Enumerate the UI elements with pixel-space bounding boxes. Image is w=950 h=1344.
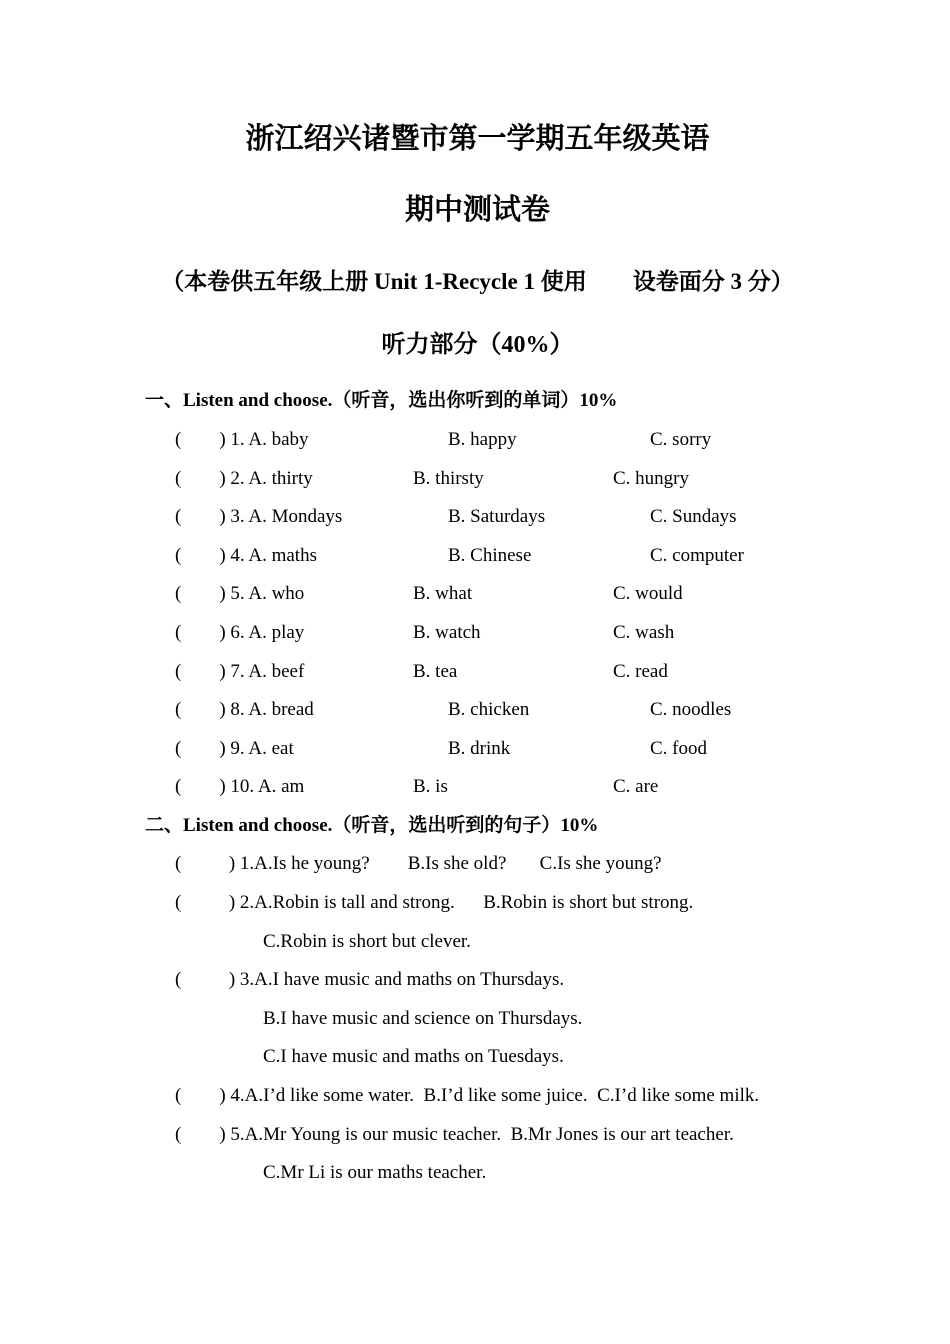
choice-row (145, 498, 810, 537)
section2-heading: 二、Listen and choose.（听音，选出听到的句子）10% (145, 814, 599, 836)
choice-row (145, 460, 810, 499)
option-c: C. sorry (650, 428, 712, 450)
option-b: B. drink (448, 737, 511, 759)
sentence-line: ( ) 5.A.Mr Young is our music teacher. B.Mr Jones is our art teacher. (175, 1123, 734, 1145)
option-b: B. Chinese (448, 544, 532, 566)
page-title: 浙江绍兴诸暨市第一学期五年级英语 (245, 123, 710, 155)
option-c: C. computer (650, 544, 744, 566)
option-a: ( ) 5. A. who (175, 583, 305, 605)
sentence-line: C.Mr Li is our maths teacher. (263, 1162, 487, 1184)
option-a: ( ) 10. A. am (175, 776, 305, 798)
option-c: C. noodles (650, 699, 732, 721)
choice-row (145, 537, 810, 576)
choice-row (145, 421, 810, 460)
sentence-line: C.Robin is short but clever. (263, 930, 471, 952)
option-b: B. is (413, 776, 448, 798)
option-c: C. read (613, 660, 668, 682)
choice-row (145, 691, 810, 730)
option-c: C. wash (613, 621, 675, 643)
choice-row (145, 730, 810, 769)
listening-part-heading: 听力部分（40%） (381, 332, 574, 359)
sentence-line: ( ) 3.A.I have music and maths on Thursdays. (175, 969, 565, 991)
sentence-line: B.I have music and science on Thursdays. (263, 1007, 583, 1029)
option-a: ( ) 8. A. bread (175, 699, 314, 721)
sentence-line: ( ) 1.A.Is he young? B.Is she old? C.Is she young? (175, 853, 662, 875)
option-a: ( ) 2. A. thirty (175, 467, 313, 489)
option-a: ( ) 7. A. beef (175, 660, 305, 682)
option-a: ( ) 1. A. baby (175, 428, 309, 450)
section1-heading: 一、Listen and choose.（听音，选出你听到的单词）10% (145, 390, 618, 412)
choice-row (145, 653, 810, 692)
choice-row (145, 575, 810, 614)
option-a: ( ) 6. A. play (175, 621, 305, 643)
option-a: ( ) 4. A. maths (175, 544, 317, 566)
option-c: C. are (613, 776, 659, 798)
option-b: B. chicken (448, 699, 530, 721)
sentence-line: C.I have music and maths on Tuesdays. (263, 1046, 564, 1068)
sentence-line: ( ) 2.A.Robin is tall and strong. B.Robin is short but strong. (175, 892, 694, 914)
option-c: C. Sundays (650, 506, 737, 528)
option-b: B. what (413, 583, 473, 605)
usage-note: （本卷供五年级上册 Unit 1-Recycle 1 使用 设卷面分 3 分） (161, 268, 794, 294)
choice-row (145, 768, 810, 807)
exam-title: 期中测试卷 (404, 193, 550, 226)
option-a: ( ) 9. A. eat (175, 737, 294, 759)
option-b: B. watch (413, 621, 481, 643)
choice-row (145, 614, 810, 653)
option-c: C. would (613, 583, 683, 605)
option-c: C. hungry (613, 467, 689, 489)
sentence-line: ( ) 4.A.I’d like some water. B.I’d like some juice. C.I’d like some milk. (175, 1085, 760, 1107)
option-b: B. happy (448, 428, 517, 450)
option-b: B. thirsty (413, 467, 484, 489)
option-b: B. tea (413, 660, 458, 682)
option-c: C. food (650, 737, 707, 759)
option-a: ( ) 3. A. Mondays (175, 506, 343, 528)
option-b: B. Saturdays (448, 506, 546, 528)
